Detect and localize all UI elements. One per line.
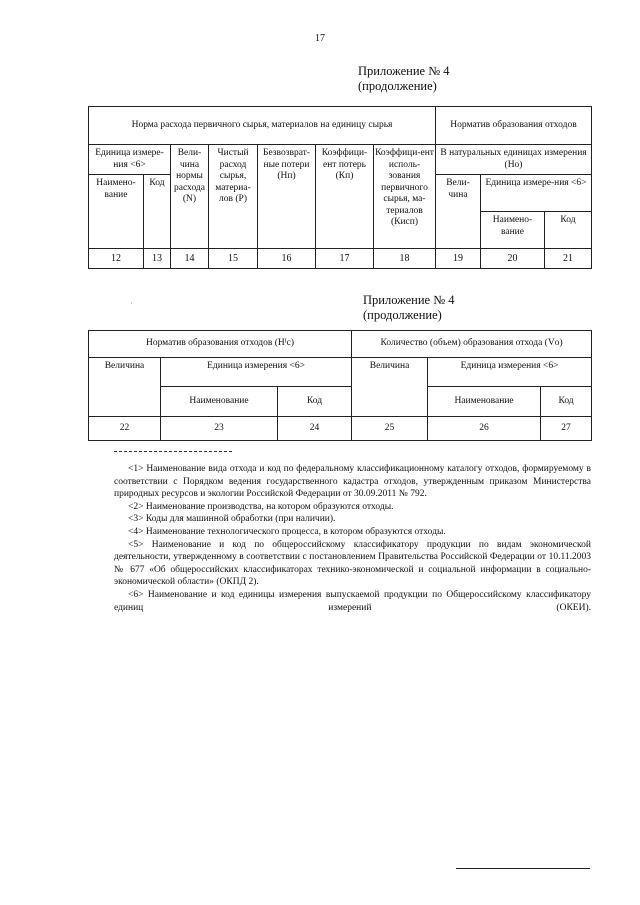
appendix-heading bbox=[358, 64, 450, 94]
header-code-left: Код bbox=[278, 387, 352, 417]
footnote-1: <1> Наименование вида отхода и код по федеральному классификационному каталогу отходов, формируемому в соответствии с Порядком ведения государственного кадастра отходов, утвержденным приказом Министерства природных ресурсов и экологии Российской Федерации от 30.09.2011 № 792. bbox=[114, 464, 591, 500]
header-unit-code-2: Код bbox=[545, 212, 592, 249]
appendix-heading bbox=[363, 293, 455, 323]
column-number: 18 bbox=[374, 249, 436, 269]
column-number: 13 bbox=[144, 249, 171, 269]
header-norm-quantity: Вели-чина нормы расхода (N) bbox=[171, 145, 209, 249]
header-value: Вели-чина bbox=[436, 175, 481, 249]
header-name-right: Наименование bbox=[428, 387, 541, 417]
footnotes bbox=[114, 463, 591, 614]
header-name-left: Наименование bbox=[161, 387, 278, 417]
appendix-title: Приложение № 4 bbox=[363, 293, 455, 307]
scan-mark: · bbox=[130, 298, 133, 308]
header-waste-norm-hc: Норматив образования отходов (Нᴵс) bbox=[89, 331, 352, 358]
table-row bbox=[89, 249, 592, 269]
header-unit-left: Единица измерения <6> bbox=[161, 358, 352, 387]
header-net-usage: Чистый расход сырья, материа-лов (P) bbox=[209, 145, 258, 249]
footnote-2: <2> Наименование производства, на котором образуются отходы. bbox=[128, 501, 394, 512]
footnote-4: <4> Наименование технологического процесса, в котором образуются отходы. bbox=[128, 526, 446, 537]
header-unit-group-2: Единица измере-ния <6> bbox=[481, 175, 592, 212]
header-natural-units: В натуральных единицах измерения (Но) bbox=[436, 145, 592, 175]
header-unit-right: Единица измерения <6> bbox=[428, 358, 592, 387]
header-unit-name-2: Наимено-вание bbox=[481, 212, 545, 249]
footnote-separator bbox=[114, 451, 232, 452]
header-unit-code: Код bbox=[144, 175, 171, 249]
waste-volume-table bbox=[88, 330, 592, 441]
column-number: 19 bbox=[436, 249, 481, 269]
norms-table bbox=[88, 106, 592, 269]
column-number: 25 bbox=[352, 417, 428, 441]
footnote-5: <5> Наименование и код по общероссийскому классификатору продукции по видам экономической деятельности, утвержденному в соответствии с постановлением Правительства Российской Федерации от 10.11.2003 № 677 «Об общероссийских классификаторах технико-экономической и социальной информации в социально-экономической области» (ОКПД 2). bbox=[114, 539, 591, 588]
column-number: 24 bbox=[278, 417, 352, 441]
column-number: 26 bbox=[428, 417, 541, 441]
column-number: 20 bbox=[481, 249, 545, 269]
header-waste-norm: Норматив образования отходов bbox=[436, 107, 592, 145]
footnote-3: <3> Коды для машинной обработки (при наличии). bbox=[128, 514, 336, 525]
column-number: 15 bbox=[209, 249, 258, 269]
appendix-title: Приложение № 4 bbox=[358, 64, 450, 78]
column-number: 21 bbox=[545, 249, 592, 269]
header-value-left: Величина bbox=[89, 358, 161, 417]
column-number: 16 bbox=[258, 249, 316, 269]
appendix-subtitle: (продолжение) bbox=[358, 79, 437, 93]
header-value-right: Величина bbox=[352, 358, 428, 417]
column-number: 22 bbox=[89, 417, 161, 441]
header-use-coefficient: Коэффици-ент исполь-зования первичного сырья, ма-териалов (Кисп) bbox=[374, 145, 436, 249]
header-loss-coefficient: Коэффици-ент потерь (Кп) bbox=[316, 145, 374, 249]
column-number: 23 bbox=[161, 417, 278, 441]
column-number: 27 bbox=[541, 417, 592, 441]
table-row bbox=[89, 417, 592, 441]
column-number: 17 bbox=[316, 249, 374, 269]
header-unit-name: Наимено-вание bbox=[89, 175, 144, 249]
column-number: 12 bbox=[89, 249, 144, 269]
header-raw-material-norm: Норма расхода первичного сырья, материалов на единицу сырья bbox=[89, 107, 436, 145]
column-number: 14 bbox=[171, 249, 209, 269]
footnote-6: <6> Наименование и код единицы измерения выпускаемой продукции по Общероссийскому классификатору единиц измерений (ОКЕИ). bbox=[114, 589, 591, 613]
header-unit-group: Единица измере-ния <6> bbox=[89, 145, 171, 175]
header-irrecoverable-loss: Безвозврат-ные потери (Нп) bbox=[258, 145, 316, 249]
page-number: 17 bbox=[315, 33, 325, 44]
header-code-right: Код bbox=[541, 387, 592, 417]
header-waste-volume: Количество (объем) образования отхода (Vо) bbox=[352, 331, 592, 358]
bottom-rule bbox=[456, 868, 590, 869]
appendix-subtitle: (продолжение) bbox=[363, 308, 442, 322]
